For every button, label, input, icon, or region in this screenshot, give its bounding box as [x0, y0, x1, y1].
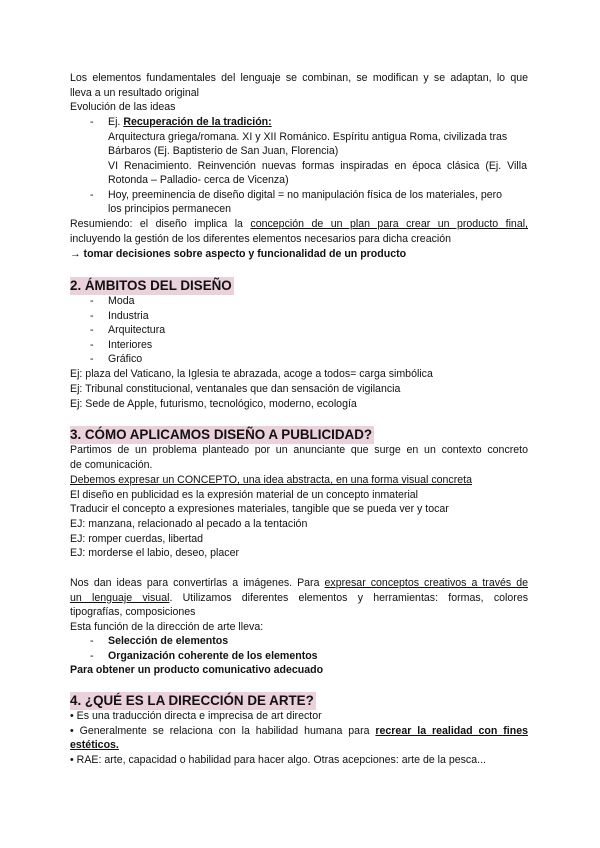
s3-bullet-2: Organización coherente de los elementos [108, 650, 318, 662]
s4-item-2-emph: recrear la realidad con fines [375, 725, 528, 737]
s3-para-5-line-1 [70, 576, 528, 590]
summary-underlined: concepción de un plan para crear un producto final, [250, 218, 529, 230]
list-bullet: - [90, 353, 94, 365]
bullet-dot: • [70, 725, 74, 737]
s4-item-1-text: Es una traducción directa e imprecisa de art director [76, 710, 322, 722]
s3-example-2: EJ: romper cuerdas, libertad [70, 533, 204, 545]
evolution-item-1-line-5: Rotonda – Palladio- cerca de Vicenza) [108, 174, 289, 186]
s4-item-1 [70, 709, 322, 723]
evolution-item-2-line-1: Hoy, preeminencia de diseño digital = no manipulación física de los materiales, pero [108, 189, 503, 201]
summary-line-1 [70, 217, 528, 231]
s3-para-5-line-3: tipografías, composiciones [70, 606, 196, 618]
ambito-item: Industria [108, 310, 149, 322]
intro-line-1: Los elementos fundamentales del lenguaje se combinan, se modifican y se adaptan, lo que [70, 72, 528, 84]
list-bullet: - [90, 116, 94, 128]
summary-text: Resumiendo: el diseño implica la [70, 218, 251, 230]
ambito-item: Interiores [108, 339, 153, 351]
list-bullet: - [90, 189, 94, 201]
s3-para-1-line-1: Partimos de un problema planteado por un anunciante que surge en un contexto concreto [70, 444, 528, 456]
list-bullet: - [90, 650, 94, 662]
bullet-dot: • [70, 710, 74, 722]
evolution-item-1-line-3: Bárbaros (Ej. Baptisterio de San Juan, Florencia) [108, 145, 339, 157]
summary-line-2: incluyendo la gestión de los diferentes elementos necesarios para dicha creación [70, 233, 452, 245]
ambito-item: Moda [108, 295, 135, 307]
ambito-item: Arquitectura [108, 324, 166, 336]
intro-line-2: lleva a un resultado original [70, 87, 199, 99]
s3-para-5-underlined: expresar conceptos creativos a través de [324, 577, 529, 589]
list-bullet: - [90, 295, 94, 307]
section-2-heading: 2. ÁMBITOS DEL DISEÑO [70, 278, 232, 293]
s3-para-5-text-2: . Utilizamos diferentes elementos y herramientas: formas, colores [169, 592, 529, 604]
summary-line-3: → tomar decisiones sobre aspecto y funcionalidad de un producto [70, 248, 407, 260]
list-bullet: - [90, 324, 94, 336]
item-title: Recuperación de la tradición: [123, 116, 272, 128]
s3-para-3: El diseño en publicidad es la expresión material de un concepto inmaterial [70, 489, 419, 501]
evolution-item-1-line-4: VI Renacimiento. Reinvención nuevas formas inspiradas en época clásica (Ej. Villa [108, 160, 527, 172]
bullet-dot: • [70, 754, 74, 766]
s4-item-2-line-1 [70, 724, 528, 738]
intro-line-3: Evolución de las ideas [70, 101, 176, 113]
evolution-item-1-title [108, 115, 272, 129]
ambito-item: Gráfico [108, 353, 143, 365]
list-bullet: - [90, 339, 94, 351]
s3-para-5-text: Nos dan ideas para convertirlas a imágenes. Para [70, 577, 325, 589]
s4-item-2-text: Generalmente se relaciona con la habilidad humana para [79, 725, 376, 737]
s4-item-3 [70, 753, 486, 767]
list-bullet: - [90, 310, 94, 322]
s3-para-5-underlined-2: un lenguaje visual [70, 592, 170, 604]
evolution-item-1-line-2: Arquitectura griega/romana. XI y XII Románico. Espíritu antigua Roma, civilizada tras [108, 131, 508, 143]
s3-para-6: Esta función de la dirección de arte lleva: [70, 621, 264, 633]
list-bullet: - [90, 635, 94, 647]
section-4-heading: 4. ¿QUÉ ES LA DIRECCIÓN DE ARTE? [70, 693, 314, 708]
s4-item-3-text: RAE: arte, capacidad o habilidad para hacer algo. Otras acepciones: arte de la pesca... [76, 754, 486, 766]
ambito-example-1: Ej: plaza del Vaticano, la Iglesia te abrazada, acoge a todos= carga simbólica [70, 368, 433, 380]
section-3-heading: 3. CÓMO APLICAMOS DISEÑO A PUBLICIDAD? [70, 427, 373, 442]
s4-item-2-line-2: estéticos. [70, 739, 119, 751]
s3-para-2: Debemos expresar un CONCEPTO, una idea abstracta, en una forma visual concreta [70, 474, 472, 486]
s3-para-7: Para obtener un producto comunicativo adecuado [70, 664, 324, 676]
ambito-example-3: Ej: Sede de Apple, futurismo, tecnológico, moderno, ecología [70, 398, 357, 410]
s3-para-1-line-2: de comunicación. [70, 459, 153, 471]
s3-para-5-line-2 [70, 591, 528, 605]
s3-example-1: EJ: manzana, relacionado al pecado a la tentación [70, 518, 308, 530]
evolution-item-2-line-2: los principios permanecen [108, 203, 232, 215]
s3-bullet-1: Selección de elementos [108, 635, 229, 647]
item-prefix: Ej. [108, 116, 124, 128]
ambito-example-2: Ej: Tribunal constitucional, ventanales que dan sensación de vigilancia [70, 383, 401, 395]
s3-example-3: EJ: morderse el labio, deseo, placer [70, 547, 239, 559]
s3-para-4: Traducir el concepto a expresiones materiales, tangible que se pueda ver y tocar [70, 503, 449, 515]
